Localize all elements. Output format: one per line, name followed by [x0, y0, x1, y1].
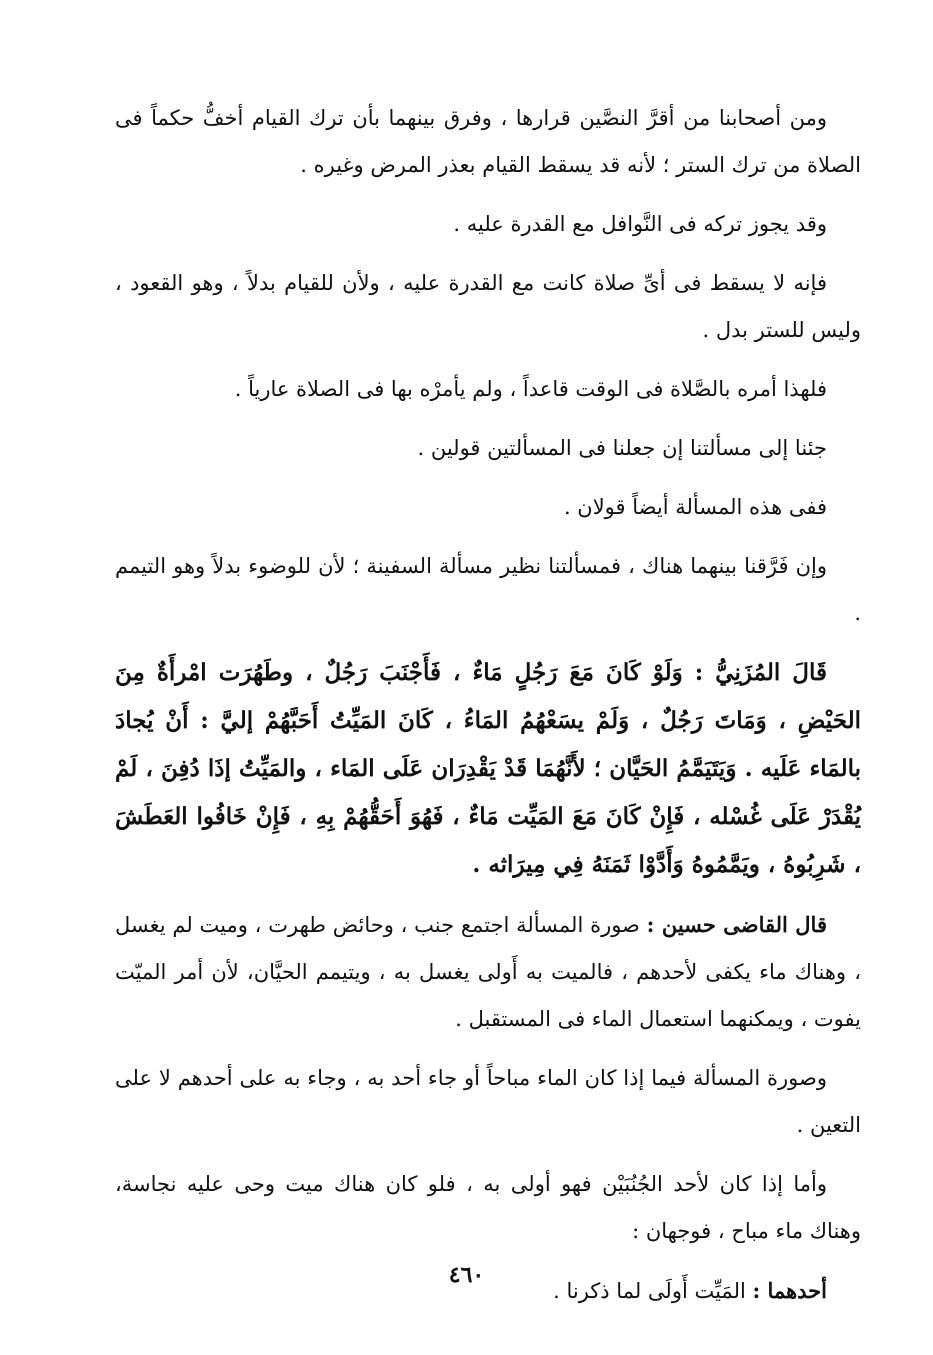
paragraph-9: وصورة المسألة فيما إذا كان الماء مباحاً أو جاء أحد به ، وجاء به على أحدهم لا على التعين . [115, 1066, 861, 1137]
page-number: ٤٦٠ [448, 1262, 485, 1288]
paragraph-1: ومن أصحابنا من أقرَّ النصَّين قرارها ، وفرق بينهما بأن ترك القيام أخفُّ حكماً فى الصلاة من ترك الستر ؛ لأنه قد يسقط القيام بعذر المرض وغيره . [115, 106, 861, 177]
paragraph-11-text: المَيِّت أَولَى لما ذكرنا . [553, 1279, 746, 1303]
paragraph-10: وأما إذا كان لأحد الجُنُبَيْن فهو أولى به ، فلو كان هناك ميت وحى عليه نجاسة، وهناك ماء مباح ، فوجهان : [115, 1172, 861, 1243]
paragraph-6: ففى هذه المسألة أيضاً قولان . [563, 495, 827, 519]
paragraph-3: فإنه لا يسقط فى أىِّ صلاة كانت مع القدرة عليه ، ولأن للقيام بدلاً ، وهو القعود ، وليس للستر بدل . [115, 271, 861, 342]
paragraph-4: فلهذا أمره بالصَّلاة فى الوقت قاعداً ، ولم يأمرْه بها فى الصلاة عارياً . [234, 377, 827, 401]
paragraph-2: وقد يجوز تركه فى النَّوافل مع القدرة عليه . [453, 212, 827, 236]
paragraph-8-text: صورة المسألة اجتمع جنب ، وحائض طهرت ، وميت لم يغسل ، وهناك ماء يكفى لأحدهم ، فالميت به أَولى يغسل به ، ويتيمم الحيَّان، لأن أمر الميّت يفوت ، ويمكنهما استعمال الماء فى المستقبل . [115, 913, 861, 1031]
paragraph-7: وإن فَرَّقنا بينهما هناك ، فمسألتنا نظير مسألة السفينة ؛ لأن للوضوء بدلاً وهو التيمم . [115, 554, 861, 625]
paragraph-8 [115, 901, 861, 1043]
paragraph-5: جئنا إلى مسألتنا إن جعلنا فى المسألتين قولين . [417, 436, 827, 460]
paragraph-8-lead: قال القاضى حسين : [646, 912, 827, 937]
muzani-quote: قَالَ المُزَنِيُّ : وَلَوْ كَانَ مَعَ رَجُلٍ مَاءٌ ، فَأَجْنَبَ رَجُلٌ ، وطَهُرَت امْرأَةٌ مِنَ الحَيْضِ ، وَمَاتَ رَجُلٌ ، وَلَمْ يسَعْهُمُ المَاءُ ، كَانَ المَيِّتُ أَحَبَّهُمْ إليَّ : أَنْ يُجادَ بالمَاء عَلَيه . وَيَتَيَمَّمُ الحَيَّان ؛ لأَنَّهُمَا قَدْ يَقْدِرَان عَلَى المَاء ، والمَيِّتُ إذَا دُفِنَ ، لَمْ يُقْدَرْ عَلَى غُسْله ، فَإِنْ كَانَ مَعَ المَيِّت مَاءٌ ، فَهُوَ أَحَقُّهُمْ بِهِ ، فَإِنْ خَافُوا العَطَشَ ، شَرِبُوهُ ، ويَمَّمُوهُ وَأَدَّوْا ثَمَنَهُ فِي مِيرَاثه . [115, 659, 861, 878]
paragraph-11-lead: أحدهما : [752, 1278, 827, 1303]
